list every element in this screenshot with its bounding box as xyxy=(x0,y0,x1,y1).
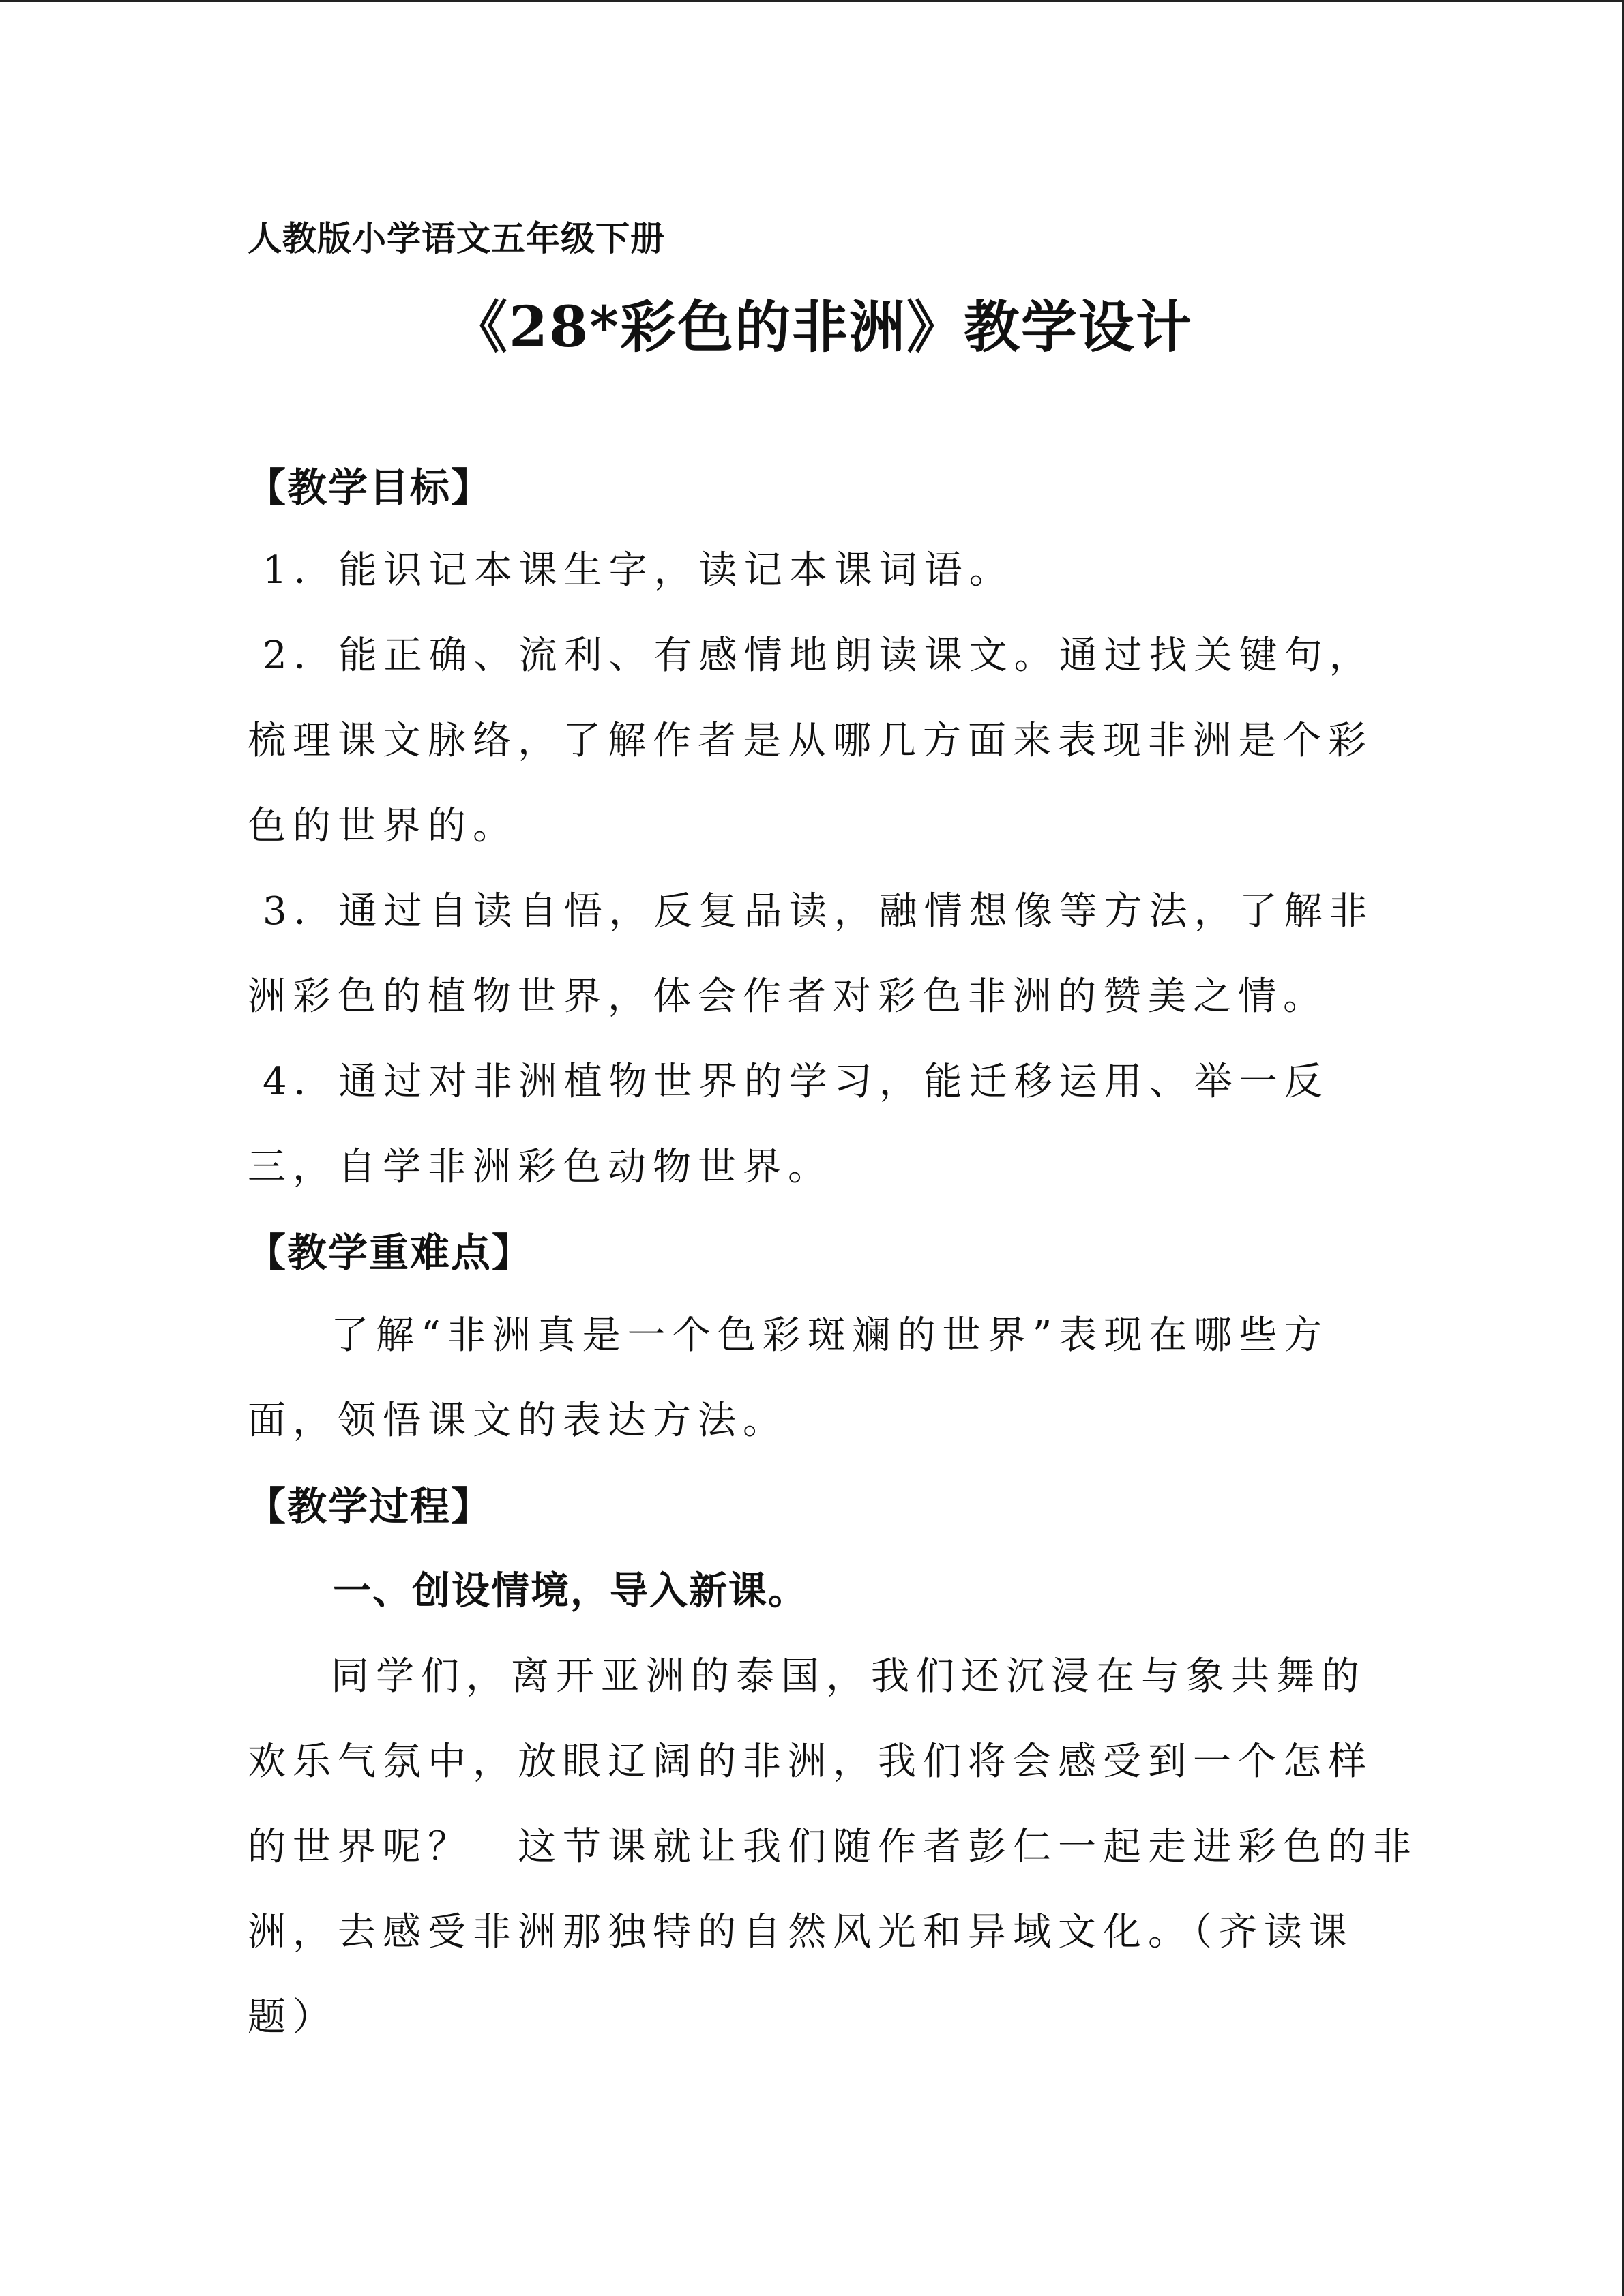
textbook-series: 人教版小学语文五年级下册 xyxy=(248,219,665,258)
keypoint-line: 面，领悟课文的表达方法。 xyxy=(248,1399,788,1443)
goal-line: 1．能识记本课生字，读记本课词语。 xyxy=(263,548,1014,593)
document-body xyxy=(246,464,1418,2042)
goal-line: 梳理课文脉络，了解作者是从哪几方面来表现非洲是个彩 xyxy=(248,719,1373,763)
process-line: 洲，去感受非洲那独特的自然风光和异域文化。（齐读课 xyxy=(248,1910,1354,1954)
goal-line: 洲彩色的植物世界，体会作者对彩色非洲的赞美之情。 xyxy=(248,974,1328,1019)
process-line: 题） xyxy=(248,1995,338,2040)
keypoint-line: 了解“非洲真是一个色彩斑斓的世界”表现在哪些方 xyxy=(331,1313,1329,1358)
process-line: 欢乐气氛中，放眼辽阔的非洲，我们将会感受到一个怎样 xyxy=(248,1740,1373,1784)
goal-line: 4．通过对非洲植物世界的学习，能迁移运用、举一反 xyxy=(263,1060,1329,1104)
process-line: 同学们，离开亚洲的泰国，我们还沉浸在与象共舞的 xyxy=(331,1654,1366,1699)
document-title-text: 《28*彩色的非洲》教学设计 xyxy=(452,295,1193,360)
goal-line: 三，自学非洲彩色动物世界。 xyxy=(248,1145,833,1189)
document-title xyxy=(0,290,1624,365)
section-heading-goals: 【教学目标】 xyxy=(246,464,492,511)
goal-line: 色的世界的。 xyxy=(248,804,518,848)
goal-line: 2．能正确、流利、有感情地朗读课文。通过找关键句， xyxy=(263,633,1374,678)
goal-line: 3．通过自读自悟，反复品读，融情想像等方法，了解非 xyxy=(263,889,1374,934)
process-step-heading: 一、创设情境，导入新课。 xyxy=(333,1569,808,1613)
section-heading-keypoints: 【教学重难点】 xyxy=(246,1229,533,1276)
section-heading-process: 【教学过程】 xyxy=(246,1483,492,1530)
process-line: 的世界呢？ 这节课就让我们随作者彭仁一起走进彩色的非 xyxy=(248,1825,1418,1869)
